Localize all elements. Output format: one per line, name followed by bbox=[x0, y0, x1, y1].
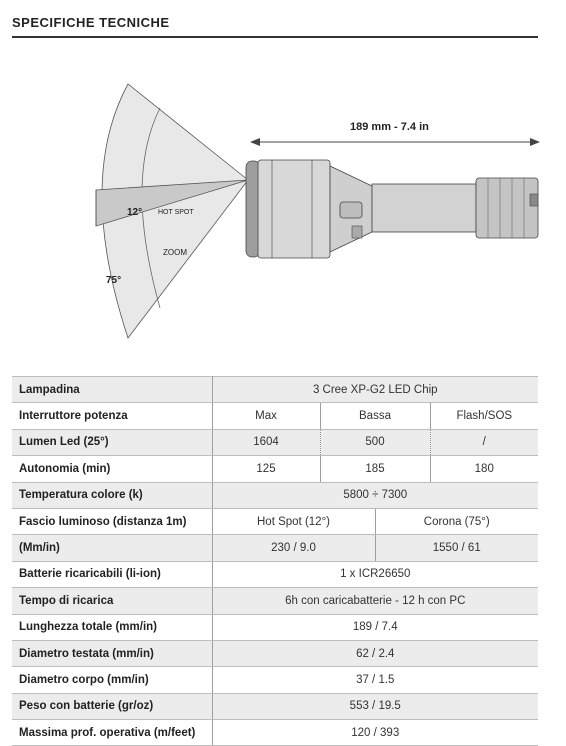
title-divider bbox=[12, 36, 538, 38]
section-title: SPECIFICHE TECNICHE bbox=[12, 15, 170, 30]
spec-value: Flash/SOS bbox=[430, 403, 538, 429]
hotspot-label: HOT SPOT bbox=[158, 209, 194, 216]
spec-value: 189 / 7.4 bbox=[212, 614, 538, 640]
table-row bbox=[12, 535, 538, 561]
spec-value: 553 / 19.5 bbox=[212, 693, 538, 719]
table-row bbox=[12, 377, 538, 403]
spec-value: 3 Cree XP-G2 LED Chip bbox=[212, 377, 538, 403]
zoom-label: ZOOM bbox=[163, 248, 187, 257]
narrow-angle-label: 12° bbox=[127, 207, 143, 218]
spec-value: 6h con caricabatterie - 12 h con PC bbox=[212, 588, 538, 614]
table-row bbox=[12, 720, 538, 746]
wide-angle-label: 75° bbox=[106, 275, 122, 286]
spec-label: Batterie ricaricabili (li-ion) bbox=[12, 561, 212, 587]
length-dimension-label: 189 mm - 7.4 in bbox=[350, 121, 429, 133]
table-row bbox=[12, 693, 538, 719]
spec-value: 180 bbox=[430, 456, 538, 482]
table-row bbox=[12, 482, 538, 508]
spec-value: 120 / 393 bbox=[212, 720, 538, 746]
spec-value: Bassa bbox=[320, 403, 430, 429]
spec-label: Massima prof. operativa (m/feet) bbox=[12, 720, 212, 746]
table-row bbox=[12, 508, 538, 534]
spec-value: 1550 / 61 bbox=[375, 535, 538, 561]
flashlight-diagram bbox=[0, 60, 566, 360]
spec-label: Lunghezza totale (mm/in) bbox=[12, 614, 212, 640]
spec-value: / bbox=[430, 429, 538, 455]
spec-value: 5800 ÷ 7300 bbox=[212, 482, 538, 508]
spec-label: Fascio luminoso (distanza 1m) bbox=[12, 508, 212, 534]
table-row bbox=[12, 561, 538, 587]
spec-label: Diametro testata (mm/in) bbox=[12, 640, 212, 666]
spec-value: 62 / 2.4 bbox=[212, 640, 538, 666]
spec-label: Diametro corpo (mm/in) bbox=[12, 667, 212, 693]
spec-value: 125 bbox=[212, 456, 320, 482]
spec-label: Peso con batterie (gr/oz) bbox=[12, 693, 212, 719]
spec-value: 230 / 9.0 bbox=[212, 535, 375, 561]
table-row bbox=[12, 640, 538, 666]
spec-value: 185 bbox=[320, 456, 430, 482]
spec-label: Autonomia (min) bbox=[12, 456, 212, 482]
spec-value: 1604 bbox=[212, 429, 320, 455]
spec-label: Lumen Led (25°) bbox=[12, 429, 212, 455]
spec-label: Tempo di ricarica bbox=[12, 588, 212, 614]
table-row bbox=[12, 403, 538, 429]
spec-value: Corona (75°) bbox=[375, 508, 538, 534]
spec-label: Lampadina bbox=[12, 377, 212, 403]
spec-label: (Mm/in) bbox=[12, 535, 212, 561]
dimension-line bbox=[250, 138, 540, 146]
spec-value: Max bbox=[212, 403, 320, 429]
flashlight-icon bbox=[246, 160, 538, 258]
spec-value: 500 bbox=[320, 429, 430, 455]
table-row bbox=[12, 614, 538, 640]
spec-value: 37 / 1.5 bbox=[212, 667, 538, 693]
spec-value: Hot Spot (12°) bbox=[212, 508, 375, 534]
table-row bbox=[12, 667, 538, 693]
table-row bbox=[12, 588, 538, 614]
spec-label: Interruttore potenza bbox=[12, 403, 212, 429]
table-row bbox=[12, 456, 538, 482]
spec-label: Temperatura colore (k) bbox=[12, 482, 212, 508]
specs-table bbox=[12, 376, 538, 746]
table-row bbox=[12, 429, 538, 455]
spec-value: 1 x ICR26650 bbox=[212, 561, 538, 587]
